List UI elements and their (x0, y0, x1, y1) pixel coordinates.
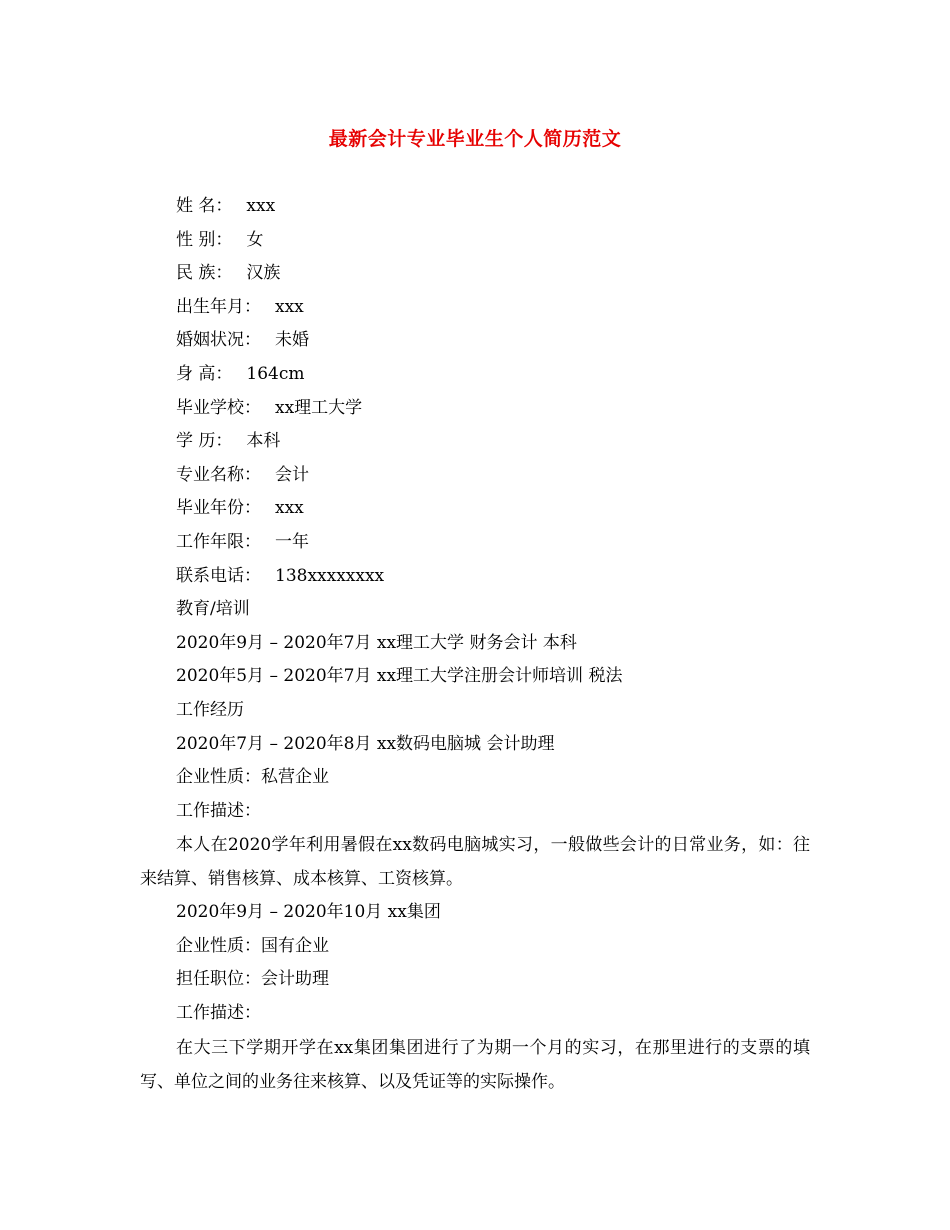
field-label: 毕业学校： (176, 397, 261, 418)
education-item: 2020年5月 – 2020年7月 xx理工大学注册会计师培训 税法 (176, 666, 623, 687)
profile-row-major (140, 459, 810, 493)
field-value: 138xxxxxxxx (275, 565, 385, 586)
field-label: 学 历： (176, 431, 233, 452)
education-heading: 教育/培训 (176, 599, 250, 620)
resume-content (140, 190, 810, 1099)
field-label: 专业名称： (176, 464, 261, 485)
job-desc-label: 工作描述： (176, 800, 261, 821)
profile-row-birth (140, 291, 810, 325)
field-label: 姓 名： (176, 196, 233, 216)
field-value: 一年 (275, 531, 309, 552)
profile-row-school (140, 392, 810, 426)
profile-row-height (140, 358, 810, 392)
job-period: 2020年7月 – 2020年8月 xx数码电脑城 会计助理 (176, 733, 555, 754)
field-value: xxx (246, 196, 276, 216)
field-label: 出生年月： (176, 296, 261, 317)
job-position: 担任职位：会计助理 (176, 969, 329, 990)
field-value: 未婚 (275, 330, 309, 351)
job-period: 2020年9月 – 2020年10月 xx集团 (176, 902, 441, 923)
field-label: 性 别： (176, 229, 233, 250)
education-item: 2020年9月 – 2020年7月 xx理工大学 财务会计 本科 (176, 632, 577, 653)
job-nature: 企业性质：私营企业 (176, 767, 329, 788)
profile-row-gender (140, 224, 810, 258)
document-title: 最新会计专业毕业生个人简历范文 (328, 128, 622, 150)
field-value: 会计 (275, 464, 309, 485)
field-value: xxx (275, 296, 304, 317)
field-value: 164cm (246, 363, 305, 384)
profile-row-ethnicity (140, 257, 810, 291)
field-label: 民 族： (176, 263, 233, 284)
profile-row-grad-year (140, 492, 810, 526)
job-desc-label: 工作描述： (176, 1003, 261, 1024)
profile-row-work-years (140, 526, 810, 560)
field-label: 身 高： (176, 363, 233, 384)
field-value: xxx (275, 498, 304, 519)
field-value: 女 (246, 229, 264, 250)
profile-row-name (140, 190, 810, 224)
field-label: 毕业年份： (176, 498, 261, 519)
field-value: xx理工大学 (275, 397, 363, 418)
work-heading: 工作经历 (176, 699, 244, 720)
field-label: 联系电话： (176, 565, 261, 586)
profile-row-degree (140, 425, 810, 459)
field-value: 本科 (246, 431, 281, 452)
job-nature: 企业性质：国有企业 (176, 935, 329, 956)
job-description: 本人在2020学年利用暑假在xx数码电脑城实习，一般做些会计的日常业务，如：往来结算、销售核算、成本核算、工资核算。 (140, 835, 810, 890)
profile-row-marital (140, 324, 810, 358)
profile-row-phone (140, 560, 810, 594)
field-label: 工作年限： (176, 531, 261, 552)
field-label: 婚姻状况： (176, 330, 261, 351)
field-value: 汉族 (246, 263, 281, 284)
job-description: 在大三下学期开学在xx集团集团进行了为期一个月的实习，在那里进行的支票的填写、单位之间的业务往来核算、以及凭证等的实际操作。 (140, 1037, 810, 1092)
